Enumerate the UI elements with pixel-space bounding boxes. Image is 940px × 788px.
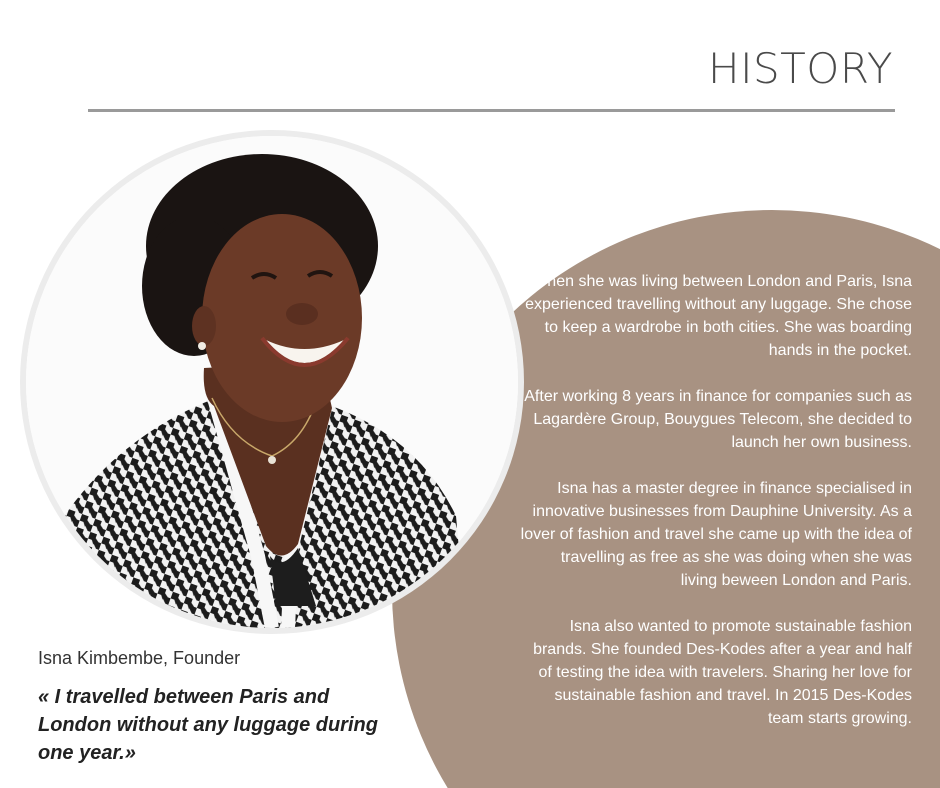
title-divider xyxy=(88,109,895,112)
founder-photo-icon xyxy=(26,136,518,628)
bio-paragraph: After working 8 years in finance for companies such as Lagardère Group, Bouygues Telecom, she decided to launch her own business. xyxy=(524,388,912,451)
page-title: HISTORY xyxy=(708,44,893,93)
founder-caption: Isna Kimbembe, Founder xyxy=(38,648,241,668)
bio-paragraph: Isna also wanted to promote sustainable fashion brands. She founded Des-Kodes after a year and half of testing the idea with travelers. Sharing her love for sustainable fashion and travel. In 2015 Des-Kodes team starts growing. xyxy=(533,618,912,727)
founder-photo xyxy=(26,136,518,628)
bio-paragraph: Isna has a master degree in finance specialised in innovative businesses from Dauphine University. As a lover of fashion and travel she came up with the idea of travelling as free as she was doing when she was living beween London and Paris. xyxy=(520,480,912,589)
bio-paragraph: When she was living between London and Paris, Isna experienced travelling without any luggage. She chose to keep a wardrobe in both cities. She was boarding hands in the pocket. xyxy=(525,273,912,359)
history-text xyxy=(520,270,912,753)
founder-quote: « I travelled between Paris and London without any luggage during one year.» xyxy=(38,686,378,764)
